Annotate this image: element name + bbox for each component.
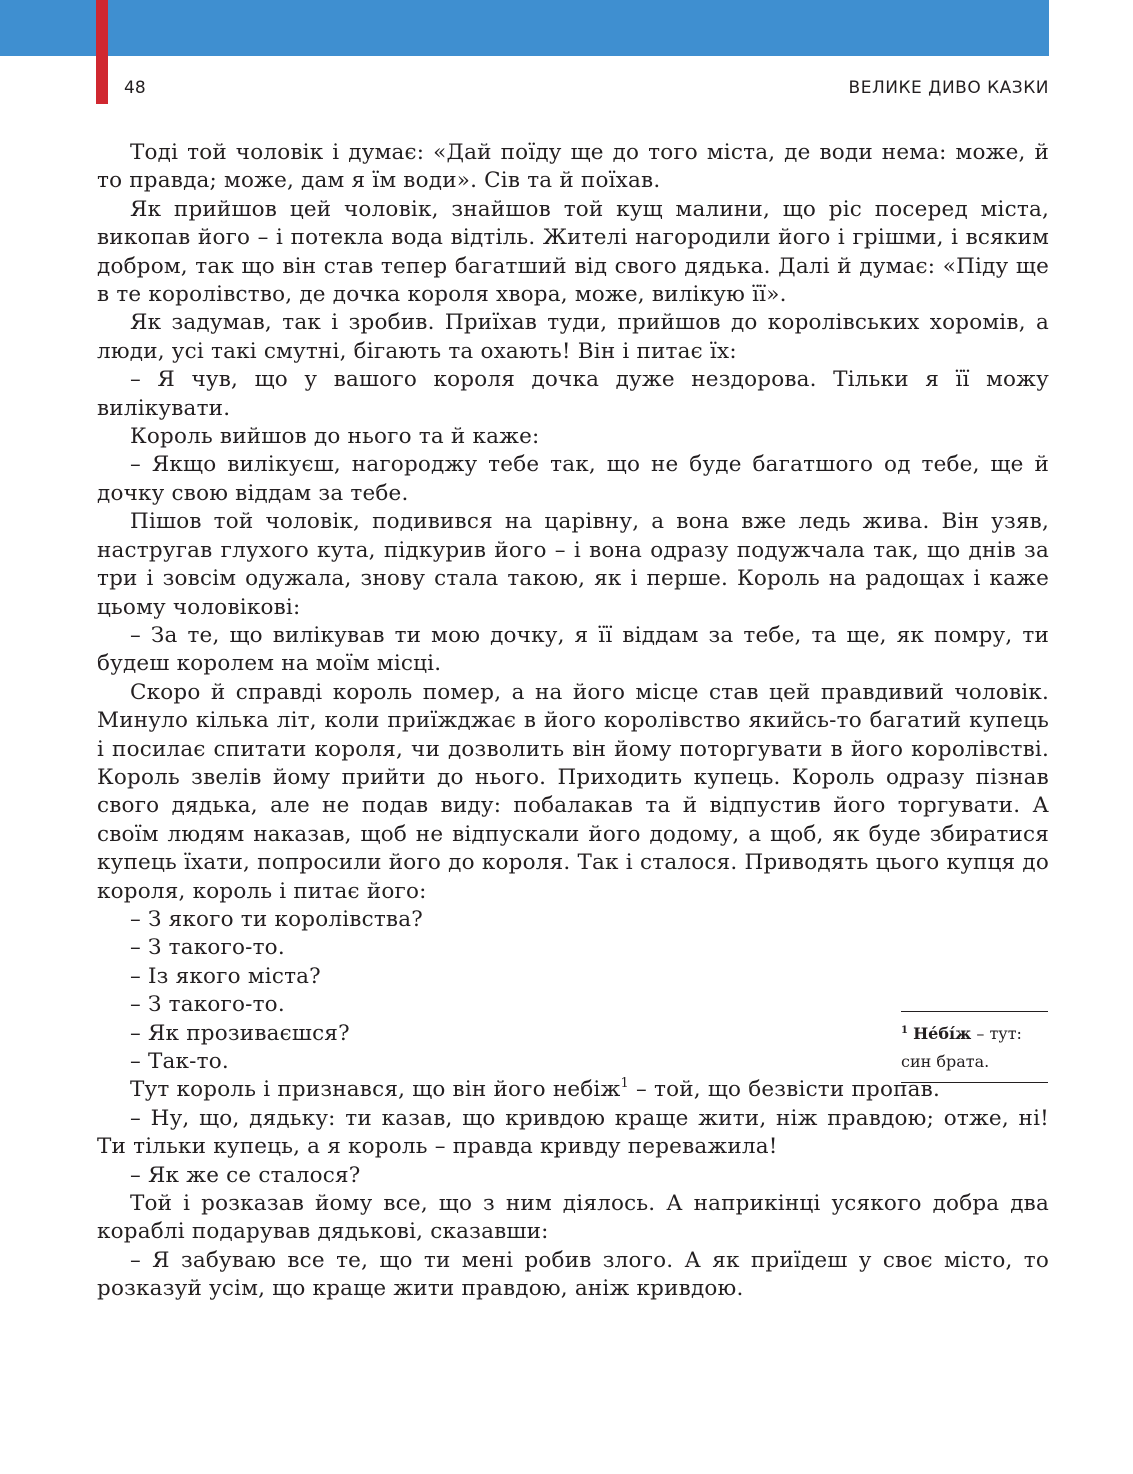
paragraph: – Ну, що, дядьку: ти казав, що кривдою краще жити, ніж правдою; отже, ні! Ти тільки купець, а я король – правда кривду переважила!	[97, 1105, 1049, 1160]
paragraph: – Я чув, що у вашого короля дочка дуже нездорова. Тільки я її можу вилікувати.	[97, 367, 1049, 421]
dialogue-line: – З якого ти королівства?	[130, 906, 423, 932]
top-color-band	[0, 0, 1049, 56]
paragraph-text: – той, що безвісти пропав.	[628, 1077, 940, 1103]
story-text	[97, 139, 1049, 1304]
dialogue-line: – Як прозиваєшся?	[130, 1020, 350, 1046]
dialogue-line: – З такого-то.	[130, 992, 285, 1018]
paragraph: Той і розказав йому все, що з ним діялось. А наприкінці усякого добра два кораблі подарував дядькові, сказавши:	[97, 1191, 1049, 1245]
page-number: 48	[124, 78, 146, 98]
running-head: ВЕЛИКЕ ДИВО КАЗКИ	[848, 78, 1049, 98]
footnote-text: – тут: син брата.	[901, 1024, 1022, 1071]
footnote-number: 1	[901, 1025, 908, 1036]
paragraph: Як прийшов цей чоловік, знайшов той кущ малини, що ріс посеред міста, викопав його – і потекла вода відтіль. Жителі нагородили його і грішми, і всяким добром, так що він став тепер багатший від свого дядька. Далі й думає: «Піду ще в те королівство, де дочка короля хвора, може, вилікую її».	[97, 196, 1049, 308]
red-edge-marker	[96, 0, 108, 104]
footnote-term: Не́бі́ж	[913, 1024, 972, 1043]
paragraph: – Якщо вилікуєш, нагороджу тебе так, що не буде багатшого од тебе, ще й дочку свою віддам за тебе.	[97, 452, 1049, 506]
paragraph: Як задумав, так і зробив. Приїхав туди, прийшов до королівських хоромів, а люди, усі такі смутні, бігають та охають! Він і питає їх:	[97, 310, 1049, 364]
paragraph: – За те, що вилікував ти мою дочку, я її віддам за тебе, та ще, як помру, ти будеш королем на моїм місці.	[97, 622, 1049, 677]
dialogue-line: – З такого-то.	[130, 935, 285, 961]
paragraph: Пішов той чоловік, подивився на царівну, а вона вже ледь жива. Він узяв, настругав глухого кута, підкурив його – і вона одразу подужчала так, що днів за три і зовсім одужала, знову стала такою, як і перше. Король на радощах і каже цьому чоловікові:	[97, 509, 1049, 620]
paragraph: Тоді той чоловік і думає: «Дай поїду ще до того міста, де води нема: може, й то правда; може, дам я їм води». Сів та й поїхав.	[97, 140, 1049, 194]
dialogue-line: – Із якого міста?	[130, 963, 321, 989]
paragraph-text: Тут король і признався, що він його небіж	[130, 1077, 621, 1103]
paragraph: Король вийшов до нього та й каже:	[130, 424, 540, 450]
footnote-box	[901, 1011, 1048, 1083]
paragraph: – Як же се сталося?	[130, 1162, 361, 1188]
dialogue-line: – Так-то.	[130, 1049, 229, 1074]
paragraph: Скоро й справді король помер, а на його місце став цей правдивий чоловік. Минуло кілька літ, коли приїжджає в його королівство якийсь-то багатий купець і посилає спитати короля, чи дозволить він йому поторгувати в його королівстві. Король звелів йому прийти до нього. Приходить купець. Король одразу пізнав свого дядька, але не подав виду: побалакав та й відпустив його торгувати. А своїм людям наказав, щоб не відпускали його додому, а щоб, як буде збиратися купець їхати, попросили його до короля. Так і сталося. Приводять цього купця до короля, король і питає його:	[97, 679, 1049, 904]
paragraph: – Я забуваю все те, що ти мені робив злого. А як приїдеш у своє місто, то розказуй усім, що краще жити правдою, аніж кривдою.	[97, 1247, 1049, 1302]
footnote-reference[interactable]: 1	[620, 1076, 629, 1092]
